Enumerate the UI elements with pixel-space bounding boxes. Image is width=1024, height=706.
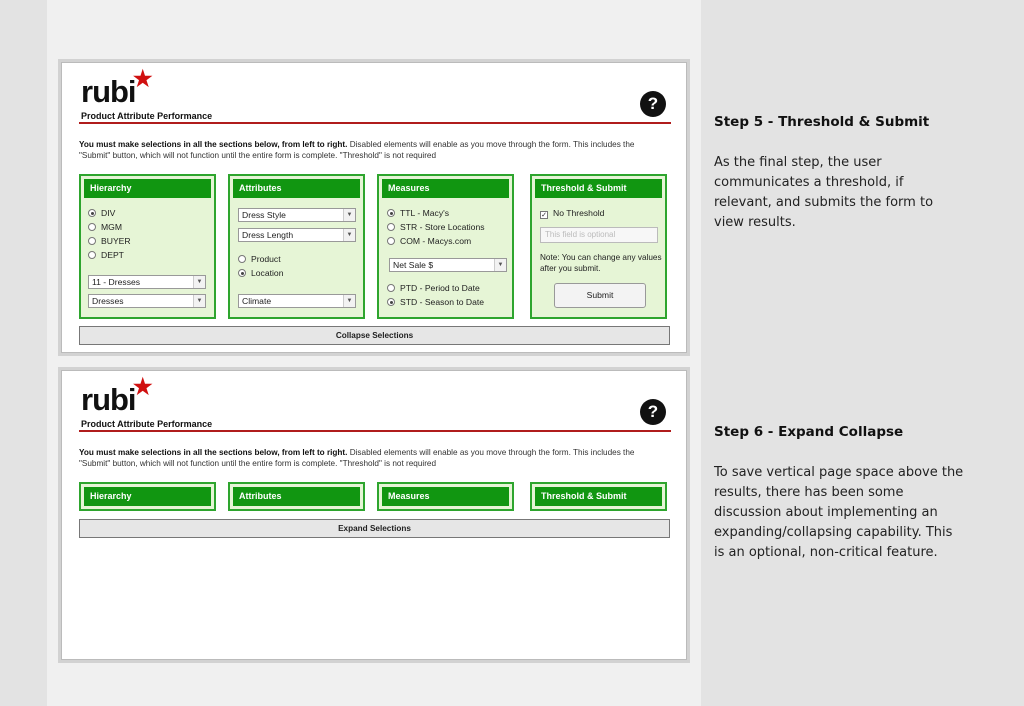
hierarchy-select-department[interactable]: 11 - Dresses ▼ <box>88 275 206 289</box>
chevron-down-icon: ▼ <box>343 209 355 221</box>
threshold-note: Note: You can change any values after you submit. <box>540 253 662 273</box>
attributes-panel-collapsed[interactable] <box>228 482 365 511</box>
measure-select[interactable]: Net Sale $ ▼ <box>389 258 507 272</box>
app-subtitle: Product Attribute Performance <box>81 111 213 121</box>
step-6-body: To save vertical page space above the results, there has been some discussion about implementing an expanding/collapsing capability. This is an optional, non-critical feature. <box>714 465 964 560</box>
instructions: You must make selections in all the sections below, from left to right. Disabled elements will enable as you move through the form. This includes the "Submit" button, which will not function until the entire form is complete. "Threshold" is not required <box>79 448 635 468</box>
threshold-input[interactable]: This field is optional <box>540 227 658 243</box>
radio-selected-icon <box>387 209 395 217</box>
collapse-selections-bar[interactable]: Collapse Selections <box>79 326 670 345</box>
step-5-title: Step 5 - Threshold & Submit <box>714 114 930 130</box>
hierarchy-panel-collapsed[interactable] <box>79 482 216 511</box>
hierarchy-option-div[interactable]: DIV <box>88 208 115 218</box>
hierarchy-select-class[interactable]: Dresses ▼ <box>88 294 206 308</box>
radio-selected-icon <box>88 209 96 217</box>
side-column <box>701 0 1024 706</box>
attribute-select-1[interactable]: Dress Style ▼ <box>238 208 356 222</box>
radio-icon <box>88 223 96 231</box>
submit-button[interactable]: Submit <box>554 283 646 308</box>
attribute-select-2[interactable]: Dress Length ▼ <box>238 228 356 242</box>
attributes-panel-title: Attributes <box>233 179 360 198</box>
attribute-select-3[interactable]: Climate ▼ <box>238 294 356 308</box>
hierarchy-panel <box>79 174 216 319</box>
hierarchy-option-dept[interactable]: DEPT <box>88 250 124 260</box>
measures-option-com[interactable]: COM - Macys.com <box>387 236 471 246</box>
hierarchy-panel-title: Hierarchy <box>84 487 211 506</box>
radio-selected-icon <box>387 298 395 306</box>
attributes-panel-title: Attributes <box>233 487 360 506</box>
checkbox-checked-icon: ✓ <box>541 212 547 219</box>
radio-icon <box>387 284 395 292</box>
threshold-panel-title: Threshold & Submit <box>535 179 662 198</box>
measures-panel <box>377 174 514 319</box>
app-subtitle: Product Attribute Performance <box>81 419 213 429</box>
logo: rubi ★ <box>81 66 152 109</box>
star-icon: ★ <box>132 66 152 91</box>
chevron-down-icon: ▼ <box>193 295 205 307</box>
measures-panel-collapsed[interactable] <box>377 482 514 511</box>
header-rule <box>79 430 671 432</box>
radio-icon <box>387 237 395 245</box>
chevron-down-icon: ▼ <box>193 276 205 288</box>
form-screenshot-expanded <box>58 59 690 356</box>
radio-icon <box>238 255 246 263</box>
logo: rubi ★ <box>81 374 152 417</box>
measures-option-ttl[interactable]: TTL - Macy's <box>387 208 449 218</box>
hierarchy-option-mgm[interactable]: MGM <box>88 222 122 232</box>
instructions: You must make selections in all the sections below, from left to right. Disabled elements will enable as you move through the form. This includes the "Submit" button, which will not function until the entire form is complete. "Threshold" is not required <box>79 140 635 160</box>
header-rule <box>79 122 671 124</box>
chevron-down-icon: ▼ <box>343 229 355 241</box>
help-icon[interactable]: ? <box>640 91 666 117</box>
hierarchy-option-buyer[interactable]: BUYER <box>88 236 131 246</box>
attribute-option-product[interactable]: Product <box>238 254 281 264</box>
measures-panel-title: Measures <box>382 487 509 506</box>
radio-icon <box>88 237 96 245</box>
radio-selected-icon <box>238 269 246 277</box>
step-5-body: As the final step, the user communicates a threshold, if relevant, and submits the form to view results. <box>714 155 934 230</box>
hierarchy-panel-title: Hierarchy <box>84 179 211 198</box>
radio-icon <box>88 251 96 259</box>
brand <box>81 66 213 121</box>
threshold-panel-title: Threshold & Submit <box>535 487 662 506</box>
expand-selections-bar[interactable]: Expand Selections <box>79 519 670 538</box>
measures-panel-title: Measures <box>382 179 509 198</box>
attribute-option-location[interactable]: Location <box>238 268 284 278</box>
period-option-ptd[interactable]: PTD - Period to Date <box>387 283 480 293</box>
chevron-down-icon: ▼ <box>494 259 506 271</box>
period-option-std[interactable]: STD - Season to Date <box>387 297 484 307</box>
measures-option-str[interactable]: STR - Store Locations <box>387 222 485 232</box>
radio-icon <box>387 223 395 231</box>
step-6-title: Step 6 - Expand Collapse <box>714 424 904 440</box>
no-threshold-checkbox[interactable]: ✓ No Threshold <box>541 208 605 219</box>
threshold-panel <box>530 174 667 319</box>
brand <box>81 374 213 429</box>
threshold-panel-collapsed[interactable] <box>530 482 667 511</box>
help-icon[interactable]: ? <box>640 399 666 425</box>
attributes-panel <box>228 174 365 319</box>
form-screenshot-collapsed <box>58 367 690 663</box>
star-icon: ★ <box>132 374 152 399</box>
chevron-down-icon: ▼ <box>343 295 355 307</box>
